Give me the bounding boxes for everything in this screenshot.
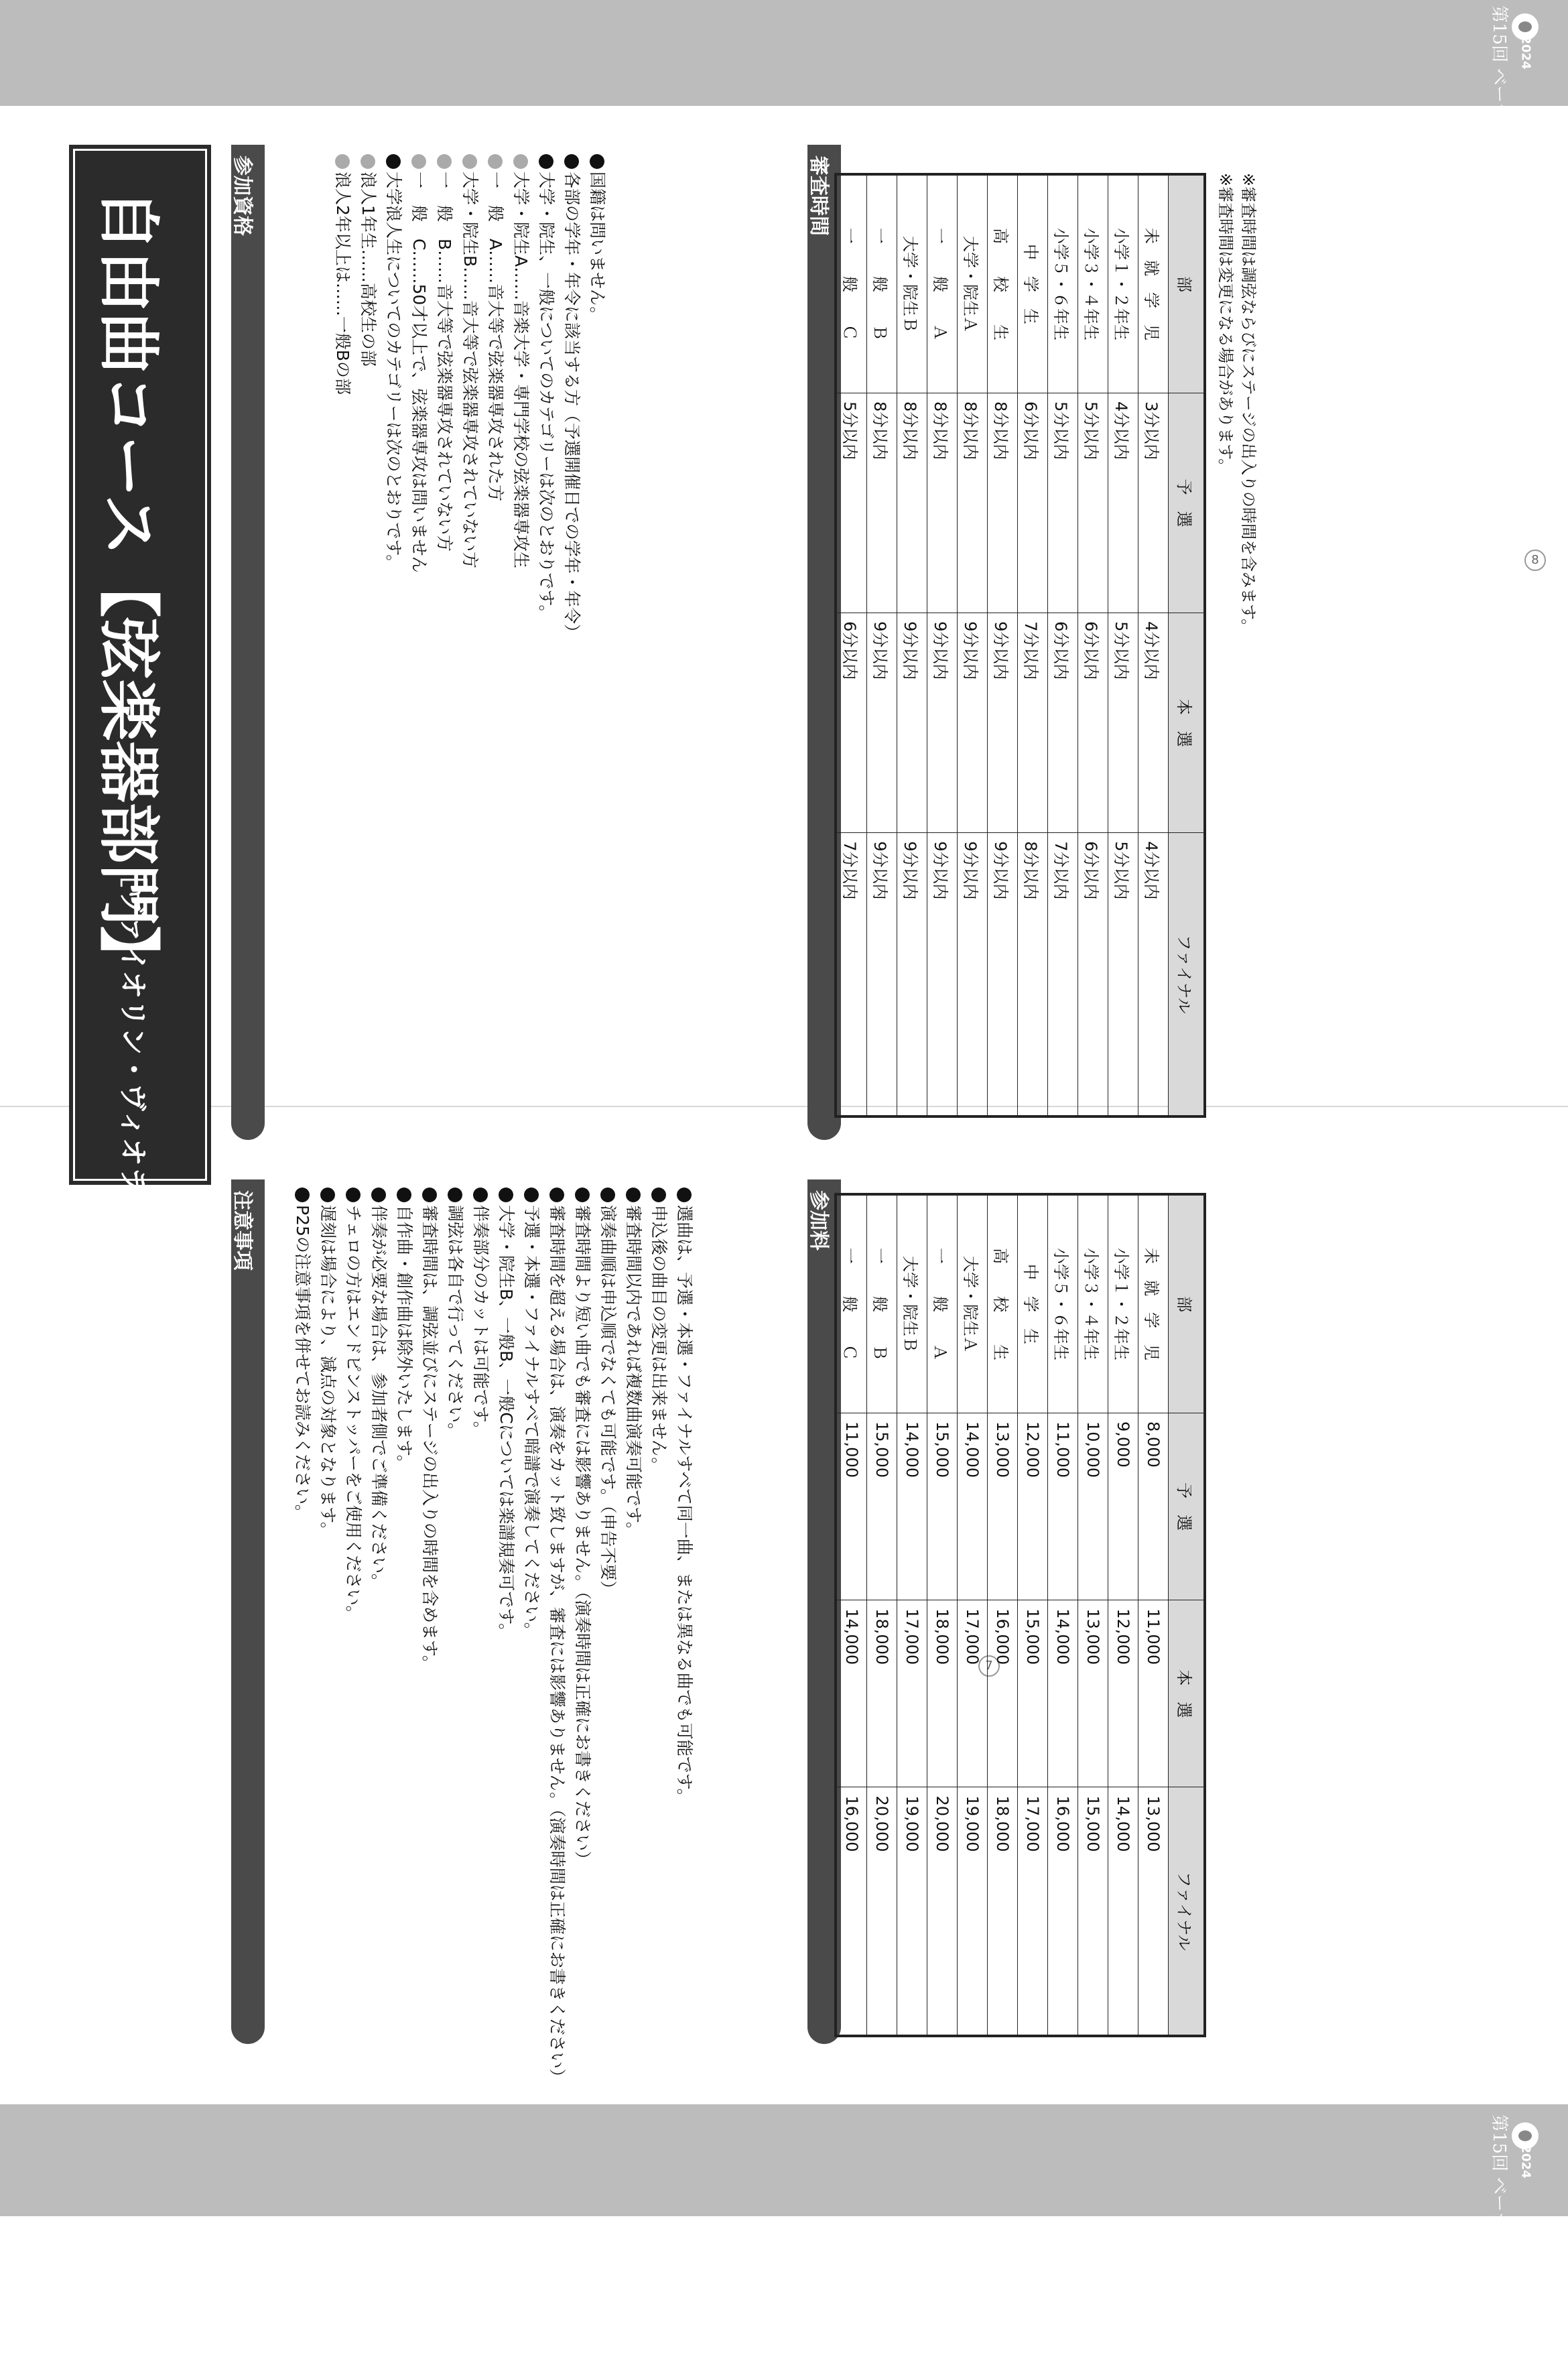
grey-bullet-icon [411,154,426,169]
judging-time-heading: 審査時間 [807,155,830,236]
table-row [1018,174,1048,1116]
bullet-icon [371,1188,386,1202]
value-cell: 8分以内 [867,393,897,613]
eligibility-item [406,154,432,1092]
eligibility-item-text: 浪人2年以上は……一般Bの部 [333,172,352,395]
caution-item-text: 演奏曲順は申込順でなくても可能です。（申告不要） [598,1205,618,1598]
value-cell: 18,000 [988,1787,1018,2036]
cautions-list [289,1188,697,2086]
eligibility-item [508,154,533,1092]
caution-item [671,1188,697,2045]
brand-label: 第15回 ベーテン音楽コンクール [1489,5,1509,259]
table-header-row [1169,1194,1205,2036]
table-row [958,174,988,1116]
bullet-icon [600,1188,615,1202]
value-cell: 7分以内 [1048,833,1078,1116]
value-cell: 6分以内 [1078,613,1108,833]
table-row [1018,1194,1048,2036]
value-cell: 15,000 [867,1413,897,1600]
caution-item [519,1188,544,2045]
caution-item [493,1188,519,2045]
eligibility-item-text: 大学・院生B……音大等で弦楽器専攻されていない方 [460,172,480,569]
caution-item [570,1188,595,2045]
caution-item-text: 伴奏が必要な場合は、参加者側でご準備ください。 [369,1205,389,1591]
value-cell: 11,000 [1048,1413,1078,1600]
caution-item-text: チェロの方はエンドピンストッパーをご使用ください。 [344,1205,363,1622]
row-label-cell: 一 般 Ａ [927,174,958,393]
value-cell: 8,000 [1138,1413,1169,1600]
caution-item [391,1188,417,2045]
table-row [1138,174,1169,1116]
table-row [836,174,867,1116]
eligibility-item-text: 大学・院生、一般についてのカテゴリーは次のとおりです。 [537,172,556,622]
value-cell: 16,000 [836,1787,867,2036]
eligibility-item [330,154,355,1092]
value-cell: 5分以内 [1078,393,1108,613]
eligibility-item [559,154,584,1092]
brand-label: 第15回 ベーテン音楽コンクール [1489,2114,1509,2367]
bullet-icon [295,1188,310,1202]
bullet-icon [539,154,553,169]
caution-item [417,1188,442,2045]
page-number-right: 8 [1524,550,1546,571]
eligibility-item [584,154,610,1092]
table-row [927,1194,958,2036]
bullet-icon [575,1188,590,1202]
value-cell: 5分以内 [1108,613,1138,833]
value-cell: 9分以内 [927,833,958,1116]
table-row [1138,1194,1169,2036]
value-cell: 13,000 [1138,1787,1169,2036]
row-label-cell: 一 般 Ｃ [836,174,867,393]
row-label-cell: 大学・院生Ａ [958,174,988,393]
value-cell: 11,000 [1138,1600,1169,1787]
bullet-icon [386,154,401,169]
caution-item [595,1188,620,2045]
caution-item-text: 審査時間を超える場合は、演奏をカット致しますが、審査には影響ありません。（演奏時間は正確にお書きください） [547,1205,567,2086]
bullet-icon [448,1188,462,1202]
table-header-row [1169,174,1205,1116]
caution-item-text: 選曲は、予選・本選・ファイナルすべて同一曲、または異なる曲でも可能です。 [675,1205,694,1805]
eligibility-item-text: 国籍は問いません。 [588,172,607,324]
fees-table [834,1193,1206,2037]
caution-item [646,1188,671,2045]
value-cell: 13,000 [1078,1600,1108,1787]
table-row [1108,174,1138,1116]
bullet-icon [346,1188,361,1202]
table-row [897,1194,927,2036]
value-cell: 4分以内 [1138,613,1169,833]
column-header: 本 選 [1169,1600,1205,1787]
value-cell: 8分以内 [897,393,927,613]
eligibility-item [381,154,406,1092]
table-body [836,1194,1169,2036]
bullet-icon [473,1188,488,1202]
eligibility-item [432,154,457,1092]
value-cell: 7分以内 [1018,613,1048,833]
row-label-cell: 中 学 生 [1018,174,1048,393]
value-cell: 17,000 [958,1600,988,1787]
value-cell: 9分以内 [897,833,927,1116]
eligibility-list [330,154,610,1092]
eligibility-heading: 参加資格 [231,155,254,236]
value-cell: 17,000 [1018,1787,1048,2036]
value-cell: 16,000 [988,1600,1018,1787]
grey-bullet-icon [488,154,503,169]
caution-item-text: P25の注意事項を併せてお読みください。 [293,1205,312,1521]
value-cell: 9分以内 [927,613,958,833]
value-cell: 9分以内 [988,833,1018,1116]
row-label-cell: 小学３・４年生 [1078,174,1108,393]
value-cell: 9,000 [1108,1413,1138,1600]
table-header [1169,1194,1205,2036]
row-label-cell: 大学・院生Ａ [958,1194,988,1413]
value-cell: 6分以内 [1078,833,1108,1116]
value-cell: 9分以内 [988,613,1018,833]
row-label-cell: 未 就 学 児 [1138,174,1169,393]
grey-bullet-icon [437,154,452,169]
instrument-subtitle: ［ヴァイオリン・ヴィオラ・チェロ］ [117,859,149,1334]
value-cell: 15,000 [927,1413,958,1600]
value-cell: 18,000 [927,1600,958,1787]
caution-item [468,1188,493,2045]
row-label-cell: 大学・院生Ｂ [897,1194,927,1413]
judging-time-note: ※審査時間は変更になる場合があります。 [1216,173,1235,475]
bullet-icon [590,154,604,169]
brand-year: 2024 [1518,36,1533,70]
table-row [927,174,958,1116]
table-row [1078,174,1108,1116]
judging-time-notes [1214,173,1260,635]
brand-year: 2024 [1518,2145,1533,2179]
value-cell: 6分以内 [1018,393,1048,613]
bullet-icon [564,154,579,169]
value-cell: 18,000 [867,1600,897,1787]
eligibility-item [482,154,508,1092]
value-cell: 8分以内 [988,393,1018,613]
eligibility-heading-bar [231,145,265,1140]
value-cell: 8分以内 [927,393,958,613]
caution-item-text: 予選・本選・ファイナルすべて暗譜で演奏してください。 [522,1205,541,1639]
row-label-cell: 未 就 学 児 [1138,1194,1169,1413]
caution-item-text: 大学・院生B、一般B、一般Cについては楽譜規奏可です。 [497,1205,516,1641]
value-cell: 15,000 [1018,1600,1048,1787]
row-label-cell: 高 校 生 [988,174,1018,393]
column-header: 予 選 [1169,1413,1205,1600]
row-label-cell: 小学５・６年生 [1048,174,1078,393]
value-cell: 8分以内 [958,393,988,613]
table-row [988,1194,1018,2036]
value-cell: 5分以内 [1108,833,1138,1116]
eligibility-item [355,154,381,1092]
table-row [958,1194,988,2036]
bullet-icon [651,1188,666,1202]
grey-bullet-icon [361,154,375,169]
value-cell: 14,000 [897,1413,927,1600]
value-cell: 7分以内 [836,833,867,1116]
row-label-cell: 一 般 Ｂ [867,1194,897,1413]
row-label-cell: 小学５・６年生 [1048,1194,1078,1413]
value-cell: 9分以内 [867,833,897,1116]
value-cell: 12,000 [1108,1600,1138,1787]
table-row [1108,1194,1138,2036]
value-cell: 9分以内 [897,613,927,833]
value-cell: 15,000 [1078,1787,1108,2036]
caution-item [289,1188,315,2045]
value-cell: 14,000 [1108,1787,1138,2036]
cautions-heading-bar [231,1179,265,2044]
table-row [1048,174,1078,1116]
caution-item [340,1188,366,2045]
table-header [1169,174,1205,1116]
course-title: 自由曲コース [92,189,164,556]
row-label-cell: 中 学 生 [1018,1194,1048,1413]
table-row [867,174,897,1116]
value-cell: 4分以内 [1108,393,1138,613]
table-row [988,174,1018,1116]
eligibility-item [457,154,482,1092]
value-cell: 8分以内 [1018,833,1048,1116]
value-cell: 9分以内 [867,613,897,833]
value-cell: 9分以内 [958,833,988,1116]
caution-item [366,1188,391,2045]
value-cell: 4分以内 [1138,833,1169,1116]
value-cell: 20,000 [867,1787,897,2036]
value-cell: 19,000 [958,1787,988,2036]
title-banner [69,145,211,1334]
caution-item-text: 審査時間は、調弦並びにステージの出入りの時間を含めます。 [420,1205,440,1673]
bullet-icon [524,1188,539,1202]
value-cell: 13,000 [988,1413,1018,1600]
column-header: ファイナル [1169,833,1205,1116]
eligibility-item-text: 大学浪人生についてのカテゴリーは次のとおりです。 [384,172,403,572]
eligibility-item-text: 浪人1年生……高校生の部 [358,172,378,367]
eligibility-item-text: 各部の学年・年令に該当する方（予選開催日での学年・年令） [562,172,582,641]
value-cell: 16,000 [1048,1787,1078,2036]
value-cell: 14,000 [1048,1600,1078,1787]
eligibility-item [533,154,559,1092]
column-header: ファイナル [1169,1787,1205,2036]
bullet-icon [397,1188,411,1202]
value-cell: 11,000 [836,1413,867,1600]
bullet-icon [422,1188,437,1202]
value-cell: 17,000 [897,1600,927,1787]
eligibility-item-text: 一 般 C……50才以上で、弦楽器専攻は問いません [409,172,429,573]
row-label-cell: 一 般 Ｂ [867,174,897,393]
row-label-cell: 一 般 Ｃ [836,1194,867,1413]
caution-item [315,1188,340,2045]
caution-item-text: 調弦は各自で行ってください。 [446,1205,465,1440]
row-label-cell: 高 校 生 [988,1194,1018,1413]
grey-bullet-icon [335,154,350,169]
division-title: 【弦楽器部門】 [92,556,164,988]
eligibility-item-text: 一 般 A……音大等で弦楽器専攻された方 [486,172,505,502]
bullet-icon [677,1188,692,1202]
grey-bullet-icon [513,154,528,169]
bullet-icon [320,1188,335,1202]
value-cell: 9分以内 [958,613,988,833]
table-body [836,174,1169,1116]
caution-item [620,1188,646,2045]
caution-item [544,1188,570,2086]
caution-item-text: 審査時間以内であれば複数曲演奏可能です。 [624,1205,643,1539]
page-number-left: 7 [978,1655,1000,1677]
column-header: 部 [1169,174,1205,393]
caution-item-text: 申込後の曲目の変更は出来ません。 [649,1205,669,1474]
table-row [836,1194,867,2036]
eligibility-item-text: 大学・院生A……音楽大学・専門学校の弦楽器専攻生 [511,172,531,569]
value-cell: 5分以内 [836,393,867,613]
value-cell: 12,000 [1018,1413,1048,1600]
eligibility-item-text: 一 般 B……音大等で弦楽器専攻されていない方 [435,172,454,552]
row-label-cell: 小学１・２年生 [1108,1194,1138,1413]
value-cell: 14,000 [958,1413,988,1600]
column-header: 本 選 [1169,613,1205,833]
caution-item-text: 審査時間より短い曲でも審査には影響ありません。（演奏時間は正確にお書きください） [573,1205,592,1868]
bullet-icon [549,1188,564,1202]
fees-heading: 参加料 [807,1190,830,1251]
value-cell: 10,000 [1078,1413,1108,1600]
bullet-icon [499,1188,513,1202]
table-row [897,174,927,1116]
column-header: 部 [1169,1194,1205,1413]
row-label-cell: 小学１・２年生 [1108,174,1138,393]
row-label-cell: 小学３・４年生 [1078,1194,1108,1413]
column-header: 予 選 [1169,393,1205,613]
value-cell: 6分以内 [1048,613,1078,833]
table-row [1048,1194,1078,2036]
row-label-cell: 一 般 Ａ [927,1194,958,1413]
grey-bullet-icon [462,154,477,169]
value-cell: 6分以内 [836,613,867,833]
row-label-cell: 大学・院生Ｂ [897,174,927,393]
value-cell: 5分以内 [1048,393,1078,613]
table-row [1078,1194,1108,2036]
value-cell: 3分以内 [1138,393,1169,613]
judging-time-note: ※審査時間は調弦ならびにステージの出入りの時間を含みます。 [1239,173,1258,635]
caution-item-text: 遅刻は場合により、減点の対象となります。 [318,1205,338,1539]
caution-item [442,1188,468,2045]
value-cell: 19,000 [897,1787,927,2036]
judging-time-table [834,173,1206,1118]
caution-item-text: 伴奏部分のカットは可能です。 [471,1205,491,1438]
caution-item-text: 自作曲・創作曲は除外いたします。 [395,1205,414,1472]
table-row [867,1194,897,2036]
cautions-heading: 注意事項 [231,1190,254,1271]
value-cell: 20,000 [927,1787,958,2036]
bullet-icon [626,1188,641,1202]
value-cell: 14,000 [836,1600,867,1787]
